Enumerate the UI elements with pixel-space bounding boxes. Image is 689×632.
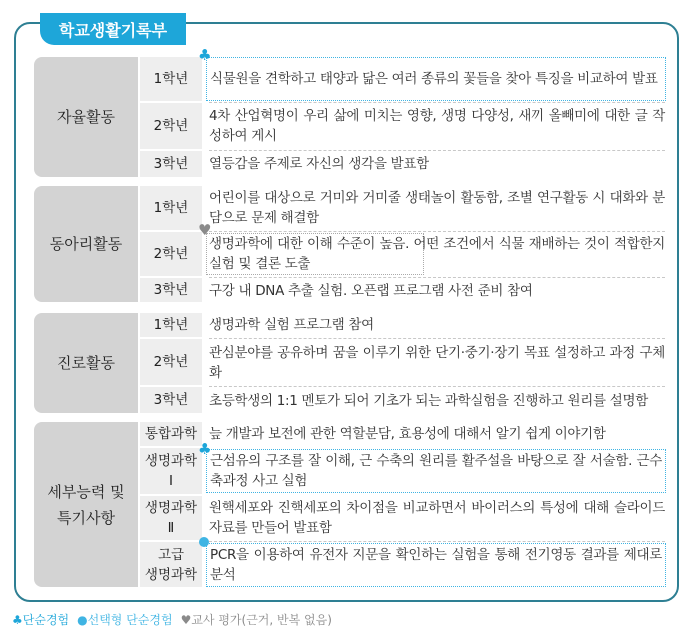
heart-icon: ♥ [198, 221, 212, 239]
club-icon: ♣ [198, 440, 212, 458]
page-title: 학교생활기록부 [40, 13, 186, 45]
legend-heart: ♥교사 평가(근거, 반복 없음) [180, 613, 332, 627]
activity-description: 생명과학 실험 프로그램 참여 [209, 317, 374, 333]
activity-description: 늪 개발과 보전에 관한 역할분담, 효용성에 대해서 알기 쉽게 이야기함 [209, 426, 606, 442]
activity-description: 관심분야를 공유하며 꿈을 이루기 위한 단기·중기·장기 목표 설정하고 과정 구체화 [209, 344, 665, 381]
activity-description: 4차 산업혁명이 우리 삶에 미치는 영향, 생명 다양성, 새끼 올빼미에 대한 글 작성하여 게시 [209, 108, 665, 144]
grade-label [140, 542, 202, 587]
row-divider [209, 386, 665, 387]
activity-description: 어린이를 대상으로 거미와 거미줄 생태놀이 활동함, 조별 연구활동 시 대화와 분담으로 문제 해결함 [209, 189, 665, 226]
grade-label: 1학년 [140, 313, 202, 337]
grade-label [140, 496, 202, 540]
grade-line: 생명과학 [144, 453, 198, 469]
row-divider [209, 231, 665, 232]
grade-label: 3학년 [140, 151, 202, 177]
grade-line: 고급 [157, 546, 185, 563]
activity-description: 원핵세포와 진핵세포의 차이점을 비교하면서 바이러스의 특성에 대해 슬라이드 자료를 만들어 발표함 [209, 500, 665, 536]
grade-label: 1학년 [140, 186, 202, 230]
legend [12, 611, 332, 628]
grade-line: Ⅱ [167, 520, 175, 536]
row-divider [209, 338, 665, 339]
row-divider [209, 541, 665, 542]
grade-label: 3학년 [140, 278, 202, 302]
grade-label: 3학년 [140, 387, 202, 413]
grade-label: 2학년 [140, 339, 202, 385]
grade-label [140, 448, 202, 494]
row-divider [209, 277, 665, 278]
club-icon: ♣ [198, 46, 212, 64]
legend-club: ♣단순경험 [12, 613, 70, 627]
category-line: 특기사항 [57, 508, 115, 527]
grade-line: 생명과학 [144, 566, 198, 583]
activity-description: 초등학생의 1:1 멘토가 되어 기초가 되는 과학실험을 진행하고 원리를 설명함 [209, 392, 648, 409]
legend-dot: ●선택형 단순경험 [77, 613, 173, 627]
category-career: 진로활동 [34, 313, 138, 413]
grade-label: 1학년 [140, 57, 202, 101]
activity-description: 구강 내 DNA 추출 실험. 오픈랩 프로그램 사전 준비 참여 [209, 283, 533, 299]
grade-label: 통합과학 [140, 422, 202, 446]
category-autonomous: 자율활동 [34, 57, 138, 177]
grade-label: 2학년 [140, 232, 202, 276]
activity-description: 근섬유의 구조를 잘 이해, 근 수축의 원리를 활주설을 바탕으로 잘 서술함. 근수축과정 사고 실험 [206, 449, 666, 493]
category-line: 세부능력 및 [47, 482, 125, 501]
activity-description: PCR을 이용하여 유전자 지문을 확인하는 실험을 통해 전기영동 결과를 제대로 분석 [206, 543, 666, 587]
grade-label: 2학년 [140, 103, 202, 149]
activity-description: 생명과학에 대한 이해 수준이 높음. 어떤 조건에서 식물 재배하는 것이 적합한지 실험 및 결론 도출 [209, 236, 665, 272]
activity-description: 식물원을 견학하고 태양과 닮은 여러 종류의 꽃들을 찾아 특징을 비교하여 발표 [206, 57, 666, 101]
category-detailed-abilities [34, 422, 138, 587]
row-divider [209, 102, 665, 103]
category-club: 동아리활동 [34, 186, 138, 302]
dot-icon [199, 537, 209, 547]
activity-description: 열등감을 주제로 자신의 생각을 발표함 [209, 156, 429, 172]
grade-line: Ⅰ [169, 473, 173, 489]
grade-line: 생명과학 [144, 500, 198, 516]
